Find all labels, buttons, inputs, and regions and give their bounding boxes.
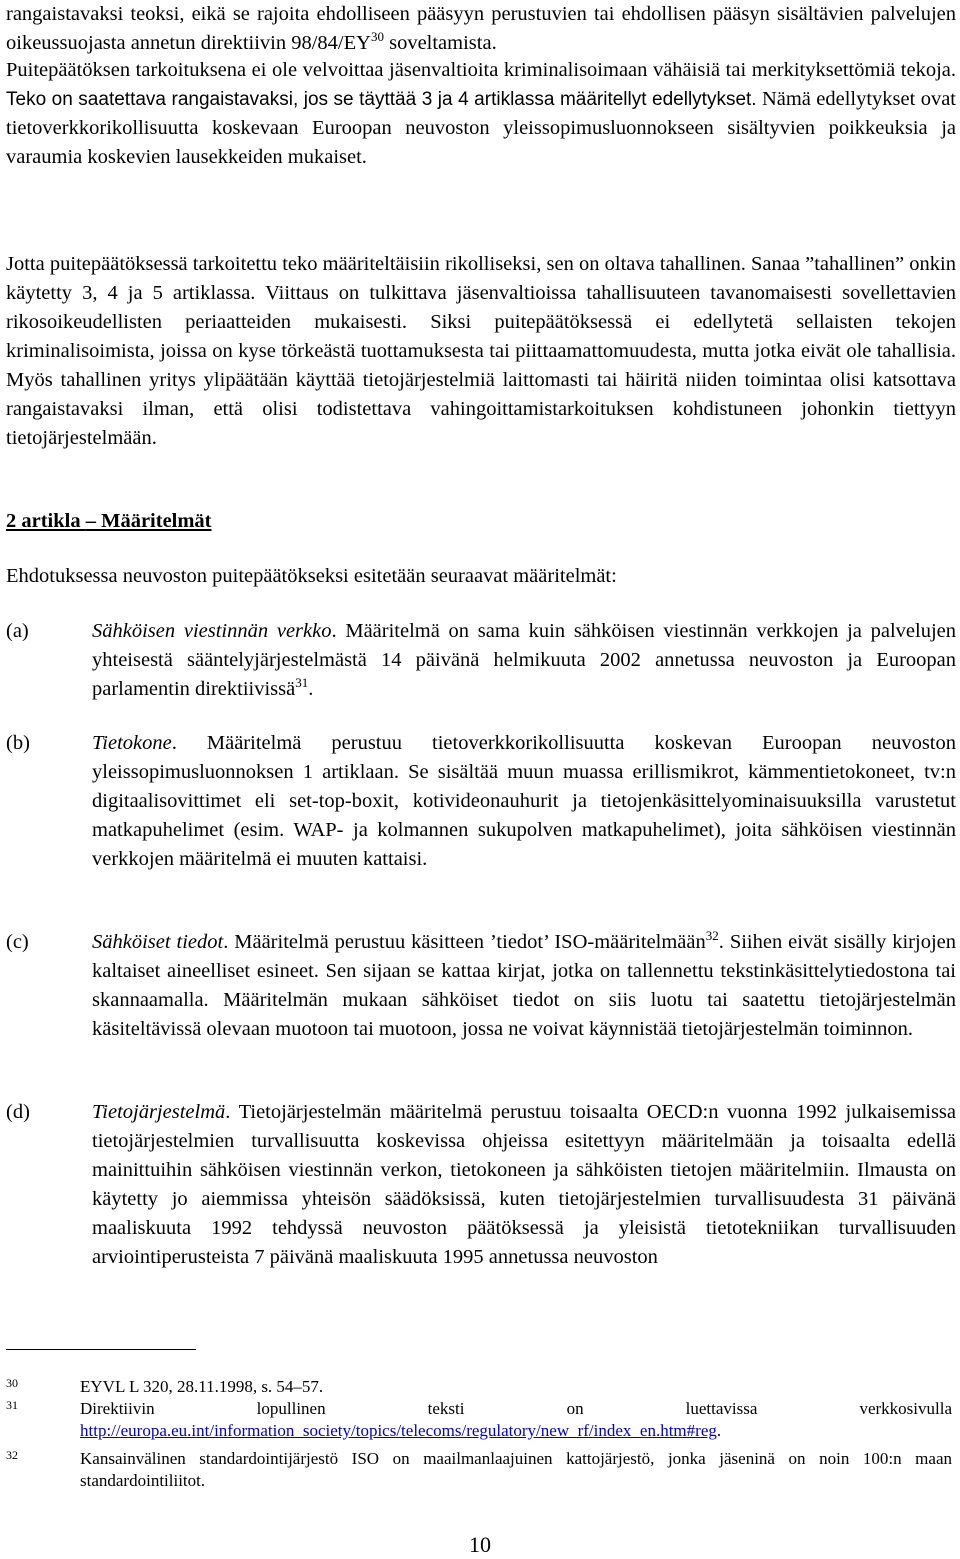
- definition-term: Tietojärjestelmä: [92, 1101, 226, 1123]
- definition-marker: (a): [6, 620, 29, 642]
- definition-body: [92, 729, 956, 874]
- definition-text: . Määritelmä perustuu tietoverkkorikollisuutta koskevan Euroopan neuvoston yleissopimusluonnoksen 1 artiklaan. Se sisältää muun muassa erillismikrot, kämmentietokoneet, tv:n digitaalisovittimet eli set-top-boxit, kotivideonauhurit ja tietojenkäsittelyominaisuuksilla varustetut matkapuhelimet (esim. WAP- ja kolmannen sukupolven matkapuhelimet), joita sähköisen viestinnän verkkojen määritelmä ei muuten kattaisi.: [92, 732, 956, 870]
- definition-term: Sähköiset tiedot: [92, 931, 224, 953]
- footnote-ref-30[interactable]: 30: [370, 29, 384, 44]
- heading-dash: –: [85, 510, 96, 532]
- definition-item: [6, 928, 956, 1044]
- footnote-ref-31[interactable]: 31: [295, 675, 309, 690]
- paragraph-text-end: Nämä edellytykset ovat tietoverkkorikollisuutta koskevaan Euroopan neuvoston yleissopimusluonnokseen sisältyvien poikkeuksia ja varaumia koskevien lausekkeiden mukaiset.: [6, 88, 956, 168]
- footnote: [6, 1398, 952, 1442]
- definition-marker: (d): [6, 1101, 30, 1123]
- paragraph-continuation: [6, 0, 956, 58]
- footnote-number: 30: [6, 1376, 18, 1390]
- definition-body: [92, 617, 956, 704]
- definition-item: [6, 617, 956, 704]
- footnote-text: Kansainvälinen standardointijärjestö ISO on maailmanlaajuinen kattojärjestö, jonka jäseninä on noin 100:n maan standardointiliitot.: [80, 1449, 952, 1490]
- footnote: [6, 1376, 952, 1398]
- footnote-number: 32: [6, 1448, 18, 1462]
- definition-term: Tietokone: [92, 732, 172, 754]
- definitions-intro: Ehdotuksessa neuvoston puitepäätökseksi esitetään seuraavat määritelmät:: [6, 565, 617, 587]
- definition-text-end: . Siihen eivät sisälly kirjojen kaltaiset aineelliset esineet. Sen sijaan se kattaa kirjat, jotka on tallennettu tekstinkäsittelytiedostona tai skannaamalla. Määritelmän mukaan sähköiset tiedot on siis luotu tai saatettu tietojärjestelmän käsiteltävissä olevaan muotoon tai muotoon, jossa ne voivat käynnistää tietojärjestelmän toiminnon.: [92, 931, 956, 1040]
- heading-prefix: 2 artikla: [6, 510, 86, 532]
- paragraph-text-end: soveltamista.: [383, 32, 497, 54]
- definition-term: Sähköisen viestinnän verkko: [92, 620, 332, 642]
- footnote-text-end: .: [716, 1421, 722, 1440]
- definition-text: . Määritelmä on sama kuin sähköisen viestinnän verkkojen ja palvelujen yhteisestä sääntelyjärjestelmästä 14 päivänä helmikuuta 2002 annetussa neuvoston ja Euroopan parlamentin direktiivissä: [92, 620, 957, 700]
- heading-title: Määritelmät: [95, 510, 212, 532]
- footnote-link[interactable]: http://europa.eu.int/information_society/topics/telecoms/regulatory/new_rf/index_en.htm#reg: [80, 1421, 717, 1440]
- definition-marker: (c): [6, 931, 29, 953]
- definition-body: [92, 928, 956, 1044]
- footnote-number: 31: [6, 1398, 18, 1412]
- paragraph-text: rangaistavaksi teoksi, eikä se rajoita ehdolliseen pääsyyn perustuvien tai ehdollisen pääsyn sisältävien palvelujen oikeussuojasta annetun direktiivin 98/84/EY: [6, 3, 956, 54]
- paragraph-purpose: [6, 56, 956, 172]
- page-number: 10: [469, 1532, 491, 1557]
- definition-item: [6, 729, 956, 874]
- footnote-text: Direktiivin lopullinen teksti on luettavissa verkkosivulla: [80, 1399, 952, 1418]
- definition-item: [6, 1098, 956, 1272]
- paragraph-intent: Jotta puitepäätöksessä tarkoitettu teko määriteltäisiin rikolliseksi, sen on oltava tahallinen. Sanaa ”tahallinen” onkin käytetty 3, 4 ja 5 artiklassa. Viittaus on tulkittava jäsenvaltioissa tahallisuuteen tavanomaisesti sovellettavien rikosoikeudellisten periaatteiden mukaisesti. Siksi puitepäätöksessä ei edellytetä sellaisten tekojen kriminalisoimista, joissa on kyse törkeästä tuottamuksesta tai piittaamattomuudesta, mutta jotka eivät ole tahallisia. Myös tahallinen yritys ylipäätään käyttää tietojärjestelmiä laittomasti tai häiritä niiden toimintaa olisi katsottava rangaistavaksi ilman, että olisi todistettava vahingoittamistarkoituksen kohdistuneen johonkin tiettyyn tietojärjestelmään.: [6, 253, 956, 449]
- footnote-ref-32[interactable]: 32: [705, 928, 719, 943]
- definition-text-end: .: [308, 678, 314, 700]
- definition-body: [92, 1098, 956, 1272]
- footnote-separator: [6, 1349, 196, 1350]
- footnote-text: EYVL L 320, 28.11.1998, s. 54–57.: [80, 1377, 324, 1396]
- paragraph-text: Puitepäätöksen tarkoituksena ei ole velvoittaa jäsenvaltioita kriminalisoimaan vähäisiä tai merkityksettömiä tekoja.: [6, 59, 956, 81]
- definition-marker: (b): [6, 732, 30, 754]
- paragraph-text-sans: Teko on saatettava rangaistavaksi, jos se täyttää 3 ja 4 artiklassa määritellyt edellytykset.: [6, 89, 757, 110]
- footnote: [6, 1448, 952, 1492]
- definition-text: . Määritelmä perustuu käsitteen ’tiedot’ ISO-määritelmään: [223, 931, 706, 953]
- definition-text: . Tietojärjestelmän määritelmä perustuu toisaalta OECD:n vuonna 1992 julkaisemissa tietojärjestelmien turvallisuutta koskevissa ohjeissa esitettyyn määritelmään ja toisaalta edellä mainittuihin sähköisen viestinnän verkon, tietokoneen ja sähköisten tietojen määritelmiin. Ilmausta on käytetty jo aiemmissa yhteisön säädöksissä, kuten tietojärjestelmien turvallisuudesta 31 päivänä maaliskuuta 1992 tehdyssä neuvoston päätöksessä ja yleisistä tietotekniikan turvallisuuden arviointiperusteista 7 päivänä maaliskuuta 1995 annetussa neuvoston: [92, 1101, 956, 1268]
- article-heading: [6, 507, 212, 536]
